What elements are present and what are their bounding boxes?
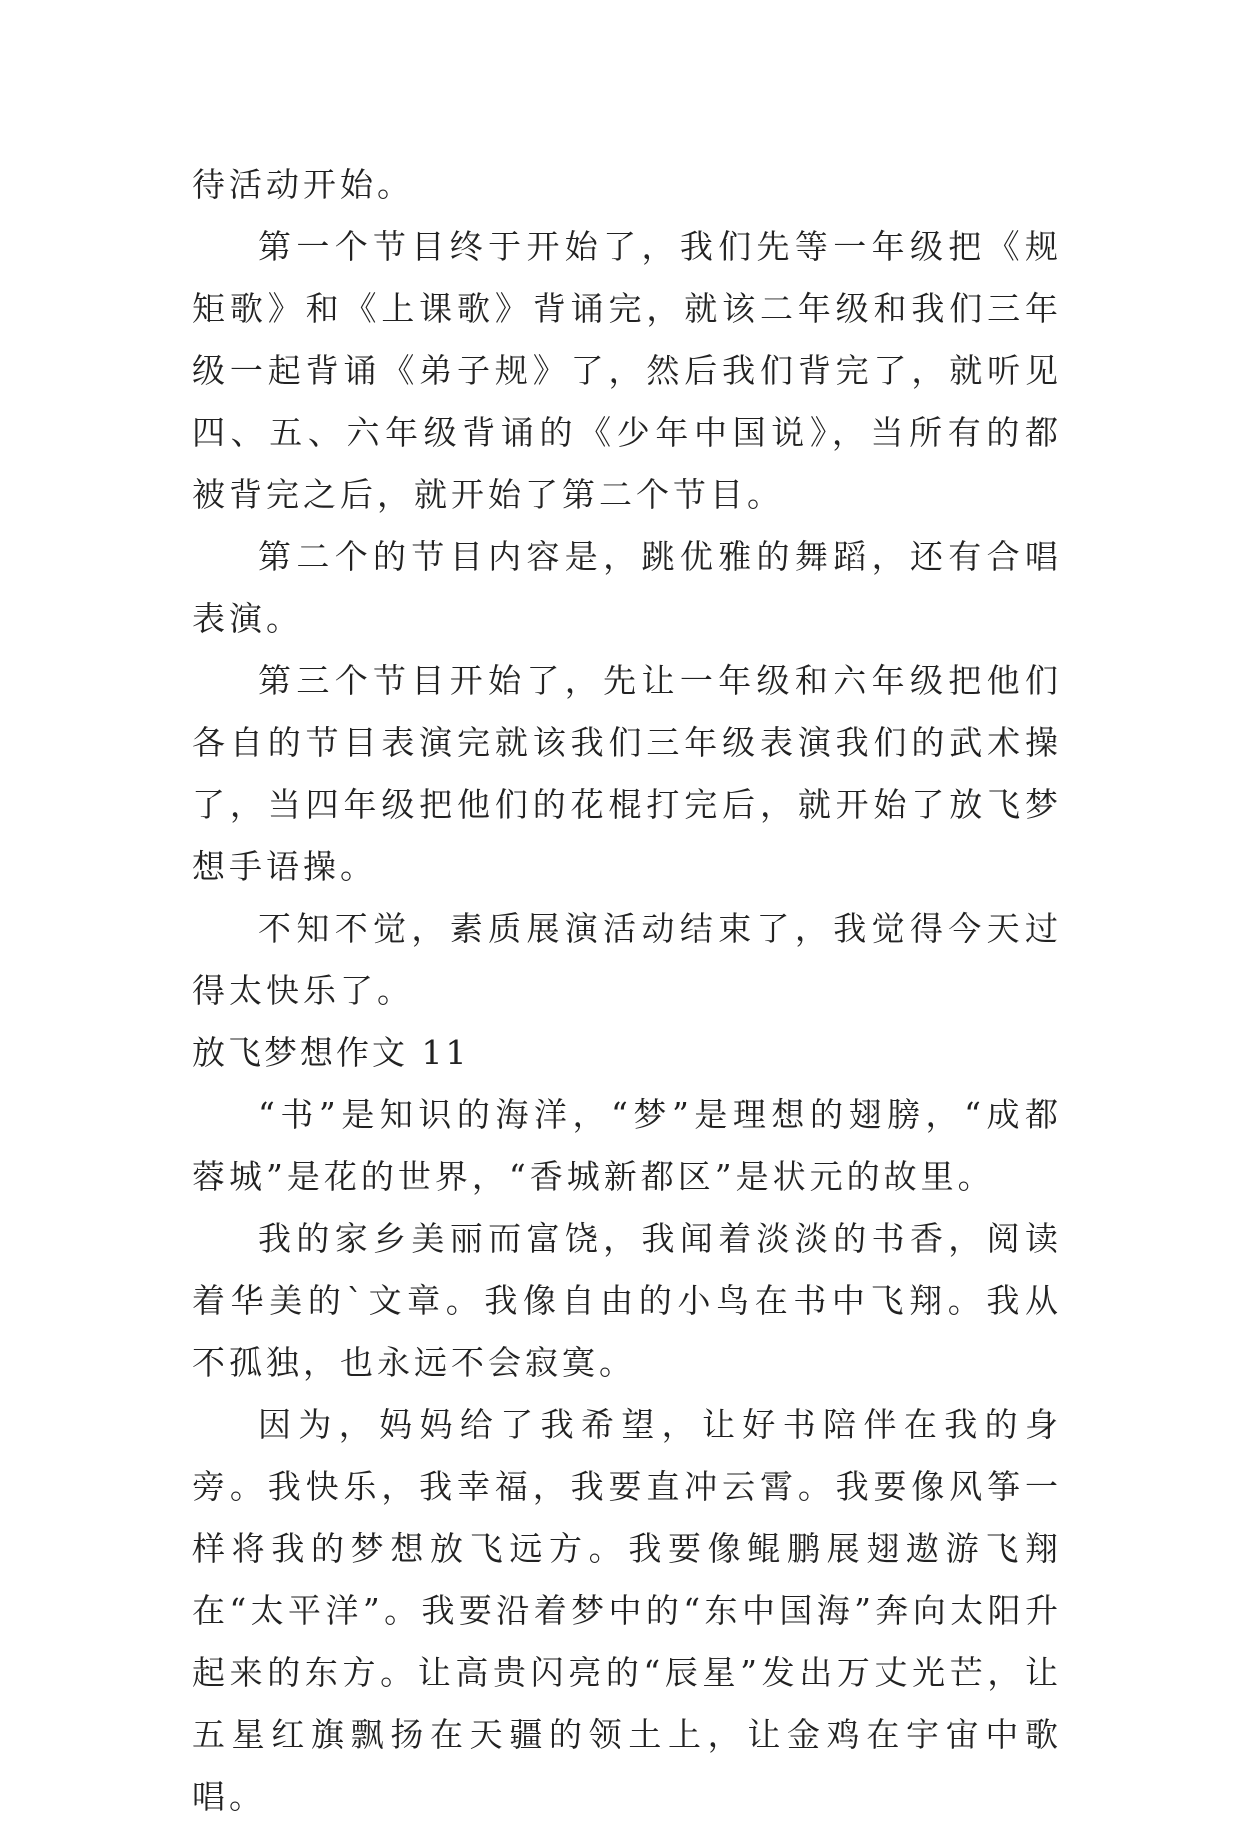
paragraph: 我的家乡美丽而富饶，我闻着淡淡的书香，阅读着华美的`文章。我像自由的小鸟在书中飞翔。我从不孤独，也永远不会寂寞。 bbox=[192, 1219, 1062, 1382]
paragraph: 待活动开始。 bbox=[192, 165, 414, 204]
paragraph: “书”是知识的海洋，“梦”是理想的翅膀，“成都蓉城”是花的世界，“香城新都区”是状元的故里。 bbox=[192, 1095, 1062, 1196]
paragraph: 不知不觉，素质展演活动结束了，我觉得今天过得太快乐了。 bbox=[192, 909, 1062, 1010]
paragraph: 第三个节目开始了，先让一年级和六年级把他们各自的节目表演完就该我们三年级表演我们的武术操了，当四年级把他们的花棍打完后，就开始了放飞梦想手语操。 bbox=[192, 661, 1062, 886]
paragraph: 因为，妈妈给了我希望，让好书陪伴在我的身旁。我快乐，我幸福，我要直冲云霄。我要像风筝一样将我的梦想放飞远方。我要像鲲鹏展翅遨游飞翔在“太平洋”。我要沿着梦中的“东中国海”奔向太阳升起来的东方。让高贵闪亮的“辰星”发出万丈光芒，让五星红旗飘扬在天疆的领土上，让金鸡在宇宙中歌唱。 bbox=[192, 1405, 1062, 1816]
paragraph: 第二个的节目内容是，跳优雅的舞蹈，还有合唱表演。 bbox=[192, 537, 1062, 638]
paragraph: 第一个节目终于开始了，我们先等一年级把《规矩歌》和《上课歌》背诵完，就该二年级和我们三年级一起背诵《弟子规》了，然后我们背完了，就听见四、五、六年级背诵的《少年中国说》，当所有的都被背完之后，就开始了第二个节目。 bbox=[192, 227, 1062, 514]
document-body bbox=[192, 154, 1062, 1828]
section-heading: 放飞梦想作文 11 bbox=[192, 1033, 470, 1072]
